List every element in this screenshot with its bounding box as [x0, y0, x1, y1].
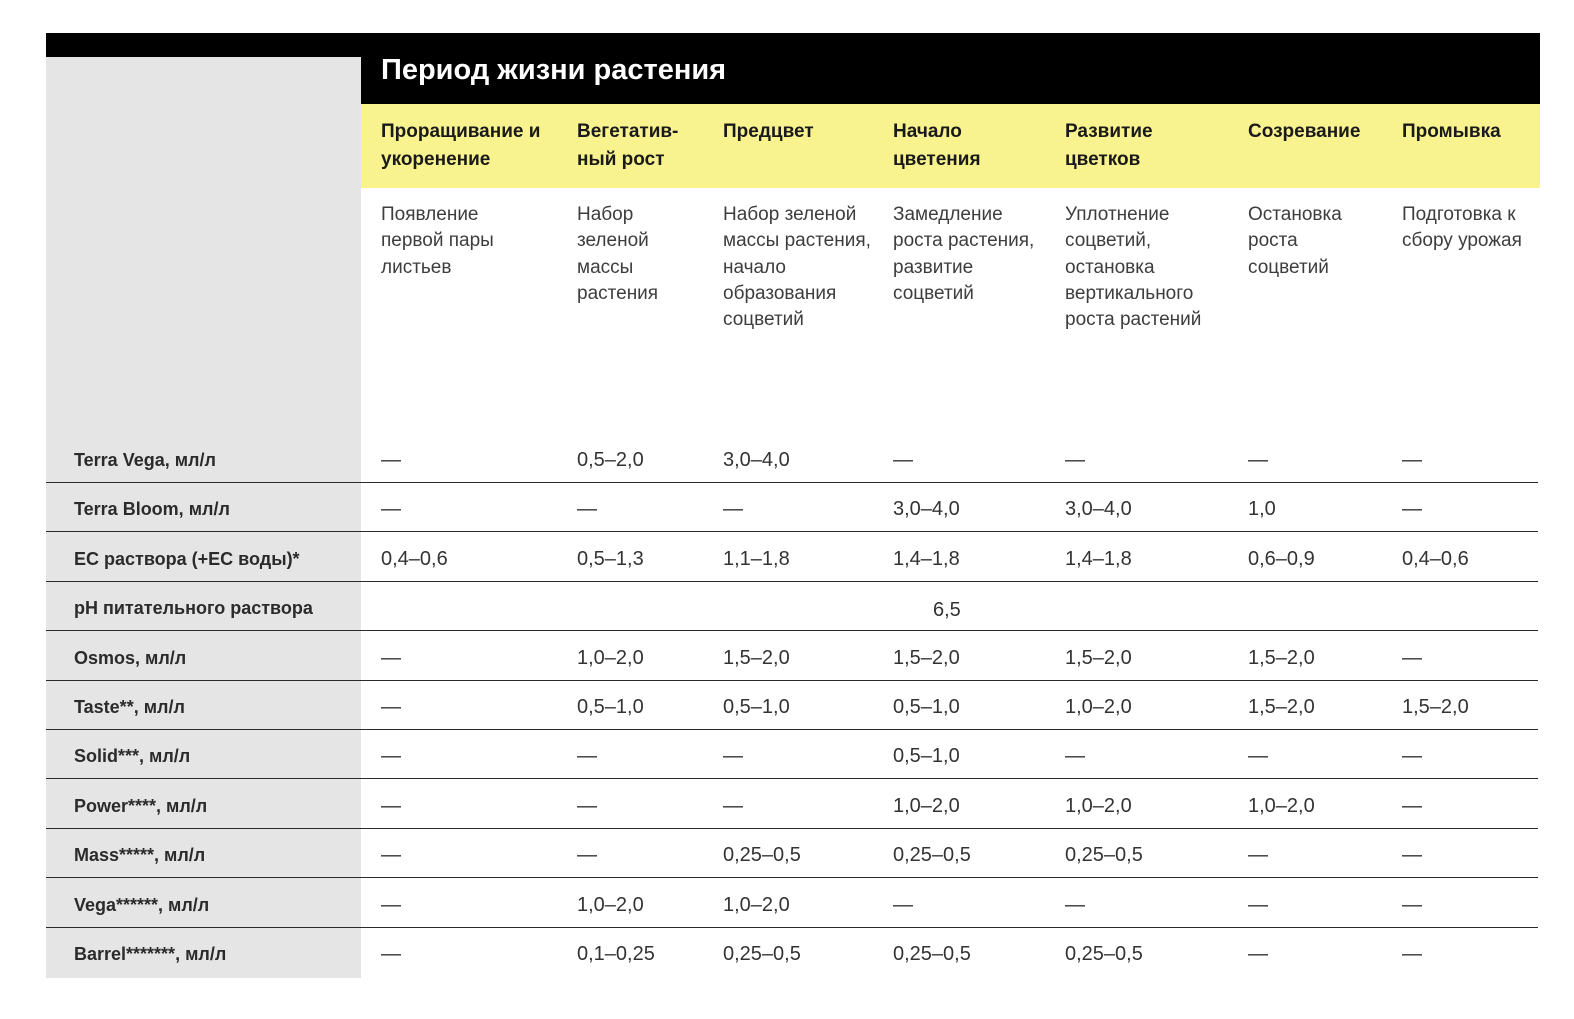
- table-cell: —: [1402, 745, 1422, 768]
- table-cell: 0,5–1,0: [893, 696, 960, 718]
- table-cell: —: [381, 893, 401, 916]
- row-label: Osmos, мл/л: [74, 647, 187, 668]
- stage-description-germination: Появление первой пары листьев: [381, 204, 494, 278]
- table-cell: —: [893, 893, 913, 916]
- row-label: Power****, мл/л: [74, 795, 208, 816]
- table-cell: 0,1–0,25: [577, 943, 655, 965]
- table-cell: 0,25–0,5: [1065, 844, 1143, 867]
- table-cell: 1,0–2,0: [1065, 696, 1132, 718]
- stage-name-vegetative: Вегетатив-ный рост: [577, 121, 679, 170]
- row-label: pH питательного раствора: [74, 598, 313, 619]
- table-cell: —: [381, 449, 401, 471]
- table-cell: —: [1402, 498, 1422, 521]
- table-cell: 1,4–1,8: [1065, 547, 1132, 570]
- table-cell: —: [381, 844, 401, 867]
- table-cell: —: [381, 646, 401, 669]
- stage-description-flush: Подготовка к сбору урожая: [1402, 204, 1522, 252]
- table-cell: —: [723, 745, 743, 768]
- stage-name-ripening: Созревание: [1248, 121, 1361, 142]
- stage-name-flower-start: Начало цветения: [893, 121, 981, 170]
- table-cell: 0,5–1,0: [893, 745, 960, 768]
- row-divider: [46, 482, 1538, 483]
- table-cell: 1,4–1,8: [893, 547, 960, 570]
- table-cell: 1,5–2,0: [723, 646, 790, 669]
- table-cell: 1,0: [1248, 498, 1276, 521]
- stage-description-flower-development: Уплотнение соцветий, остановка вертикального роста растений: [1065, 204, 1202, 331]
- table-cell: 0,25–0,5: [893, 943, 971, 965]
- table-cell: —: [577, 844, 597, 867]
- table-cell: —: [1248, 893, 1268, 916]
- row-divider: [46, 680, 1538, 681]
- table-cell: 0,25–0,5: [723, 943, 801, 965]
- table-cell: 1,0–2,0: [1065, 794, 1132, 817]
- table-cell: —: [577, 498, 597, 521]
- table-cell: —: [723, 794, 743, 817]
- table-cell: 1,0–2,0: [723, 893, 790, 916]
- row-divider: [46, 828, 1538, 829]
- table-cell: —: [381, 745, 401, 768]
- table-cell: 1,0–2,0: [1248, 794, 1315, 817]
- stage-description-ripening: Остановка роста соцветий: [1248, 204, 1342, 278]
- row-divider: [46, 877, 1538, 878]
- table-cell: 3,0–4,0: [1065, 498, 1132, 521]
- stage-name-flush: Промывка: [1402, 121, 1501, 142]
- table-cell: —: [1402, 943, 1422, 965]
- row-divider: [46, 729, 1538, 730]
- row-label: EC раствора (+EC воды)*: [74, 548, 300, 569]
- table-cell: 0,5–1,3: [577, 547, 644, 570]
- table-cell: —: [723, 498, 743, 521]
- row-divider: [46, 531, 1538, 532]
- row-label: Taste**, мл/л: [74, 697, 185, 717]
- stage-description-flower-start: Замедление роста растения, развитие соцветий: [893, 204, 1035, 304]
- row-label: Barrel*******, мл/л: [74, 944, 227, 964]
- table-cell: —: [1402, 794, 1422, 817]
- table-cell-span: 6,5: [933, 599, 961, 622]
- table-title: Период жизни растения: [381, 54, 727, 86]
- nutrient-schedule-table: [46, 33, 1540, 978]
- table-cell: —: [381, 498, 401, 521]
- table-cell: —: [577, 745, 597, 768]
- row-divider: [46, 581, 1538, 582]
- table-cell: 0,25–0,5: [1065, 943, 1143, 965]
- table-cell: 0,5–1,0: [577, 696, 644, 718]
- table-cell: 0,5–2,0: [577, 449, 644, 471]
- row-label: Terra Vega, мл/л: [74, 450, 216, 470]
- row-label: Mass*****, мл/л: [74, 845, 206, 866]
- row-label: Terra Bloom, мл/л: [74, 499, 230, 520]
- table-cell: —: [1065, 449, 1085, 471]
- row-divider: [46, 630, 1538, 631]
- table-cell: 1,5–2,0: [1248, 696, 1315, 718]
- table-cell: —: [1402, 449, 1422, 471]
- table-cell: —: [1065, 745, 1085, 768]
- table-cell: —: [381, 943, 401, 965]
- table-cell: 1,5–2,0: [1065, 646, 1132, 669]
- table-cell: —: [577, 794, 597, 817]
- row-divider: [46, 927, 1538, 928]
- table-cell: 0,25–0,5: [723, 844, 801, 867]
- stage-description-preflower: Набор зеленой массы растения, начало образования соцветий: [723, 204, 871, 331]
- stage-name-germination: Проращивание и укоренение: [381, 121, 541, 170]
- table-cell: —: [1402, 646, 1422, 669]
- row-label: Vega******, мл/л: [74, 894, 210, 915]
- table-cell: —: [1248, 745, 1268, 768]
- stage-name-flower-development: Развитие цветков: [1065, 121, 1153, 170]
- table-cell: —: [381, 794, 401, 817]
- table-cell: —: [1248, 844, 1268, 867]
- table-cell: —: [893, 449, 913, 471]
- table-cell: —: [381, 696, 401, 718]
- table-cell: 3,0–4,0: [893, 498, 960, 521]
- table-cell: 1,0–2,0: [577, 893, 644, 916]
- table-cell: —: [1402, 893, 1422, 916]
- row-divider: [46, 778, 1538, 779]
- table-cell: 3,0–4,0: [723, 449, 790, 471]
- table-cell: 1,1–1,8: [723, 547, 790, 570]
- table-cell: 1,0–2,0: [577, 646, 644, 669]
- table-cell: 1,5–2,0: [893, 646, 960, 669]
- row-label: Solid***, мл/л: [74, 746, 191, 767]
- table-cell: 1,5–2,0: [1248, 646, 1315, 669]
- table-cell: —: [1065, 893, 1085, 916]
- table-cell: 1,0–2,0: [893, 794, 960, 817]
- stage-description-vegetative: Набор зеленой массы растения: [577, 204, 659, 304]
- table-cell: —: [1402, 844, 1422, 867]
- table-cell: 1,5–2,0: [1402, 696, 1469, 718]
- table-cell: —: [1248, 943, 1268, 965]
- table-cell: 0,25–0,5: [893, 844, 971, 867]
- table-cell: 0,4–0,6: [1402, 547, 1469, 570]
- table-cell: 0,6–0,9: [1248, 547, 1315, 570]
- table-cell: 0,5–1,0: [723, 696, 790, 718]
- table-cell: 0,4–0,6: [381, 547, 448, 570]
- table-cell: —: [1248, 449, 1268, 471]
- stage-name-preflower: Предцвет: [723, 121, 814, 142]
